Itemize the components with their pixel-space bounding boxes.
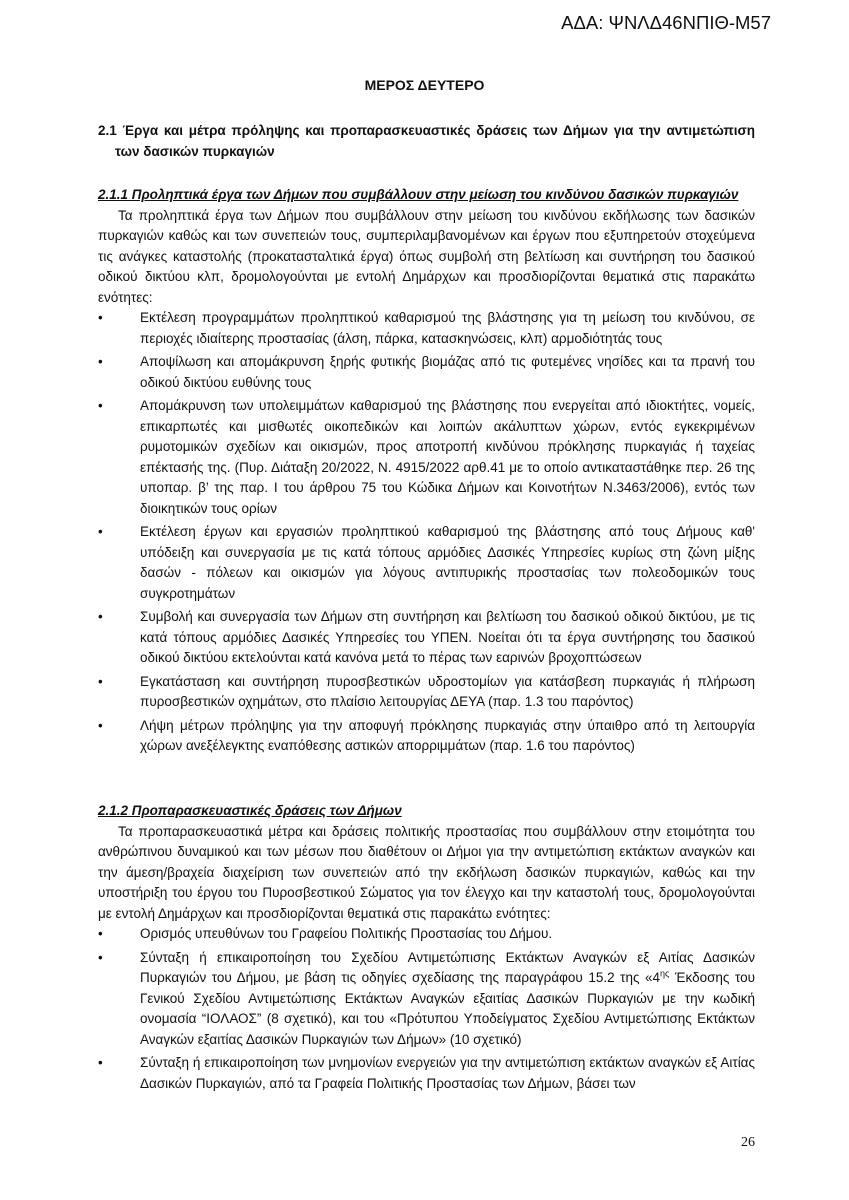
section-2-1-1-title: 2.1.1 Προληπτικά έργα των Δήμων που συμβάλλουν στην μείωση του κινδύνου δασικών πυρκαγιών	[98, 187, 739, 202]
section-2-1-1-intro: Τα προληπτικά έργα των Δήμων που συμβάλλουν στην μείωση του κινδύνου εκδήλωσης των δασικών πυρκαγιών καθώς και των συνεπειών τους, συμπεριλαμβανομένων και έργων που εξυπηρετούν στοχεύμενα τις ανάγκες καταστολής (προκατασταλτικά έργα) όπως συμβολή στη βελτίωση και συντήρηση του δασικού οδικού δικτύου κλπ, δρομολογούνται με εντολή Δημάρχων και προσδιορίζονται θεματικά στις παρακάτω ενότητες:	[98, 207, 755, 305]
list-item-text: Εκτέλεση έργων και εργασιών προληπτικού καθαρισμού της βλάστησης από τους Δήμους καθ' υπόδειξη και συνεργασία με τις κατά τόπους αρμόδιες Δασικές Υπηρεσίες κυρίως στη ζώνη μίξης δασών - πόλεων και οικισμών για λόγους αντιπυρικής προστασίας των πολεοδομικών τους συγκροτημάτων	[140, 524, 755, 601]
list-item	[98, 607, 755, 669]
list-item	[98, 396, 755, 519]
section-2-1-2-bullet-list	[98, 924, 755, 1094]
bullet-icon: •	[98, 673, 103, 689]
bullet-icon: •	[98, 398, 103, 413]
list-item-text: Εγκατάσταση και συντήρηση πυροσβεστικών υδροστομίων για κατάσβεση πυρκαγιάς ή πλήρωση πυροσβεστικών οχημάτων, στο πλαίσιο λειτουργίας ΔΕΥΑ (παρ. 1.3 του παρόντος)	[140, 673, 755, 709]
section-2-1-title	[98, 121, 755, 162]
list-item-text: Ορισμός υπευθύνων του Γραφείου Πολιτικής Προστασίας του Δήμου.	[140, 926, 553, 941]
bullet-icon: •	[98, 949, 103, 965]
section-2-1-title-text: Έργα και μέτρα πρόληψης και προπαρασκευαστικές δράσεις των Δήμων για την αντιμετώπιση των δασικών πυρκαγιών	[115, 123, 755, 159]
bullet-icon: •	[98, 524, 103, 539]
bullet-icon: •	[98, 354, 103, 369]
list-item-text: Απομάκρυνση των υπολειμμάτων καθαρισμού της βλάστησης που ενεργείται από ιδιοκτήτες, νομείς, επικαρπωτές και μισθωτές οικοπεδικών και λοιπών ακάλυπτων χώρων, εντός εγκεκριμένων ρυμοτομικών σχεδίων και οικισμών, προς αποτροπή κινδύνου πρόκλησης πυρκαγιάς ή ταχείας επέκτασής της. (Πυρ. Διάταξη 20/2022, Ν. 4915/2022 αρθ.41 με το οποίο αντικαταστάθηκε περ. 26 της υποπαρ. β’ της παρ. Ι του άρθρου 75 του Κώδικα Δήμων και Κοινοτήτων Ν.3463/2006), εντός των διοικητικών τους ορίων	[140, 398, 755, 516]
list-item-text: Αποψίλωση και απομάκρυνση ξηρής φυτικής βιομάζας από τις φυτεμένες νησίδες και τα πρανή του οδικού δικτύου ευθύνης τους	[140, 354, 755, 390]
list-item	[98, 1053, 755, 1094]
list-item	[98, 716, 755, 757]
list-item	[98, 948, 755, 1051]
section-2-1-heading	[98, 121, 755, 162]
list-item-text: Συμβολή και συνεργασία των Δήμων στη συντήρηση και βελτίωση του δασικού οδικού δικτύου, με τις κατά τόπους αρμόδιες Δασικές Υπηρεσίες του ΥΠΕΝ. Νοείται ότι τα έργα συντήρησης του δασικού οδικού δικτύου εκτελούνται κατά κανόνα μετά το πέρας των εαρινών βροχοπτώσεων	[140, 609, 755, 665]
list-item-text: Σύνταξη ή επικαιροποίηση των μνημονίων ενεργειών για την αντιμετώπιση εκτάκτων αναγκών εξ Αιτίας Δασικών Πυρκαγιών, από τα Γραφεία Πολιτικής Προστασίας των Δήμων, βάσει των	[140, 1055, 755, 1091]
list-item	[98, 308, 755, 349]
section-2-1-1-bullet-list	[98, 308, 755, 757]
list-item-text: Λήψη μέτρων πρόληψης για την αποφυγή πρόκλησης πυρκαγιάς στην ύπαιθρο από τη λειτουργία χώρων ανεξέλεγκτης εναπόθεσης αστικών απορριμμάτων (παρ. 1.6 του παρόντος)	[140, 717, 755, 753]
section-2-1-1	[98, 185, 755, 760]
section-2-1-2-title: 2.1.2 Προπαρασκευαστικές δράσεις των Δήμων	[98, 803, 402, 818]
list-item-text: Εκτέλεση προγραμμάτων προληπτικού καθαρισμού της βλάστησης για τη μείωση του κινδύνου, σε περιοχές ιδιαίτερης προστασίας (άλση, πάρκα, κατασκηνώσεις, κλπ) αρμοδιότητάς τους	[140, 310, 755, 346]
superscript: ης	[660, 968, 670, 979]
list-item-text-part-1: Σύνταξη ή επικαιροποίηση του Σχεδίου Αντιμετώπισης Εκτάκτων Αναγκών εξ Αιτίας Δασικών Πυρκαγιών του Δήμου, με βάση τις οδηγίες σχεδίασης της παραγράφου 15.2 της «4	[140, 949, 755, 985]
section-2-1-2	[98, 801, 755, 1097]
list-item	[98, 352, 755, 393]
list-item	[98, 522, 755, 604]
bullet-icon: •	[98, 1055, 103, 1070]
list-item	[98, 672, 755, 713]
list-item	[98, 924, 755, 945]
page-number: 26	[741, 1135, 755, 1150]
part-title: ΜΕΡΟΣ ΔΕΥΤΕΡΟ	[364, 77, 485, 93]
bullet-icon: •	[98, 310, 103, 325]
ada-code: ΑΔΑ: ΨΝΛΔ46ΝΠΙΘ-Μ57	[561, 12, 771, 33]
bullet-icon: •	[98, 717, 103, 733]
section-2-1-2-intro: Τα προπαρασκευαστικά μέτρα και δράσεις πολιτικής προστασίας που συμβάλλουν στην ετοιμότητα του ανθρώπινου δυναμικού και των μέσων που διαθέτουν οι Δήμοι για την αντιμετώπιση εκτάκτων αναγκών και την άμεση/βραχεία διαχείριση των συνεπειών από την εκδήλωση δασικών πυρκαγιών, καθώς και την υποστήριξη του έργου του Πυροσβεστικού Σώματος για τον έλεγχο και την καταστολή τους, δρομολογούνται με εντολή Δημάρχων και προσδιορίζονται θεματικά στις παρακάτω ενότητες:	[98, 823, 755, 921]
list-item-text-part-2: Έκδοσης του Γενικού Σχεδίου Αντιμετώπισης Εκτάκτων Αναγκών εξαιτίας Δασικών Πυρκαγιών με την κωδική ονομασία “ΙΟΛΑΟΣ” (8 σχετικό), και του «Πρότυπου Υποδείγματος Σχεδίου Αντιμετώπισης Εκτάκτων Αναγκών εξαιτίας Δασικών Πυρκαγιών των Δήμων» (10 σχετικό)	[140, 970, 756, 1047]
section-2-1-number: 2.1	[98, 123, 117, 138]
bullet-icon: •	[98, 926, 103, 941]
bullet-icon: •	[98, 609, 103, 624]
